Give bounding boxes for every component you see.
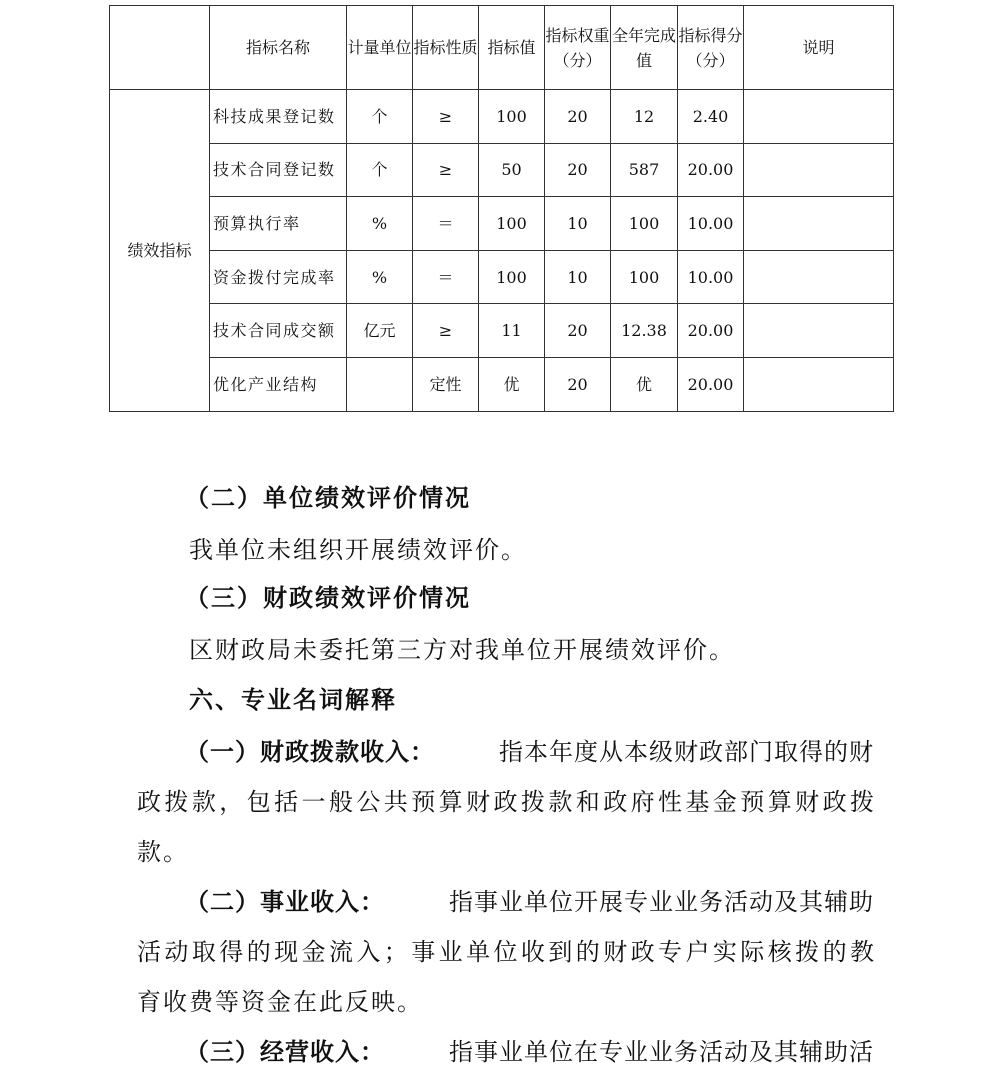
cell-remarks (744, 197, 894, 251)
table-header-row (110, 6, 894, 90)
term-3-text: 指事业单位在专业业务活动及其辅助活 (449, 1038, 874, 1066)
cell-actual-value: 优 (611, 357, 678, 411)
cell-unit: % (347, 250, 413, 304)
cell-remarks (744, 304, 894, 358)
cell-remarks (744, 143, 894, 197)
cell-remarks (744, 357, 894, 411)
cell-actual-value: 12.38 (611, 304, 678, 358)
cell-weight: 20 (545, 304, 611, 358)
cell-unit: % (347, 197, 413, 251)
cell-indicator-name: 预算执行率 (210, 197, 347, 251)
cell-indicator-name: 技术合同成交额 (210, 304, 347, 358)
header-actual-value: 全年完成值 (611, 6, 678, 90)
cell-unit: 亿元 (347, 304, 413, 358)
header-unit: 计量单位 (347, 6, 413, 90)
cell-score: 20.00 (678, 143, 744, 197)
term-2-line-1 (185, 882, 874, 917)
header-score: 指标得分（分） (678, 6, 744, 90)
header-weight: 指标权重（分） (545, 6, 611, 90)
cell-target-value: 100 (479, 197, 545, 251)
cell-target-value: 优 (479, 357, 545, 411)
table-row (110, 90, 894, 144)
cell-weight: 10 (545, 250, 611, 304)
cell-unit: 个 (347, 90, 413, 144)
performance-indicator-table (109, 5, 894, 412)
table-header-blank (110, 6, 210, 90)
cell-unit (347, 357, 413, 411)
term-2-line-3: 育收费等资金在此反映。 (137, 988, 423, 1016)
cell-nature: ＝ (413, 250, 479, 304)
header-nature: 指标性质 (413, 6, 479, 90)
term-1-line-2: 政拨款，包括一般公共预算财政拨款和政府性基金预算财政拨 (137, 788, 874, 816)
cell-indicator-name: 科技成果登记数 (210, 90, 347, 144)
term-3-title: （三）经营收入： (185, 1037, 385, 1066)
term-2-title: （二）事业收入： (185, 887, 385, 916)
cell-score: 20.00 (678, 357, 744, 411)
header-target-value: 指标值 (479, 6, 545, 90)
cell-actual-value: 100 (611, 250, 678, 304)
cell-remarks (744, 90, 894, 144)
term-1-line-3: 款。 (137, 838, 189, 866)
cell-target-value: 100 (479, 90, 545, 144)
cell-target-value: 11 (479, 304, 545, 358)
unit-evaluation-paragraph: 我单位未组织开展绩效评价。 (189, 536, 527, 564)
cell-actual-value: 587 (611, 143, 678, 197)
cell-nature: ≥ (413, 90, 479, 144)
cell-nature: ＝ (413, 197, 479, 251)
cell-nature: ≥ (413, 143, 479, 197)
cell-score: 10.00 (678, 197, 744, 251)
table-row (110, 357, 894, 411)
term-1-line-1 (185, 732, 874, 767)
table-row (110, 143, 894, 197)
table-row (110, 250, 894, 304)
cell-actual-value: 100 (611, 197, 678, 251)
unit-evaluation-heading: （二）单位绩效评价情况 (185, 483, 471, 512)
cell-weight: 20 (545, 90, 611, 144)
term-1-title: （一）财政拨款收入： (185, 737, 435, 766)
cell-score: 10.00 (678, 250, 744, 304)
table-row (110, 304, 894, 358)
header-remarks: 说明 (744, 6, 894, 90)
fiscal-evaluation-paragraph: 区财政局未委托第三方对我单位开展绩效评价。 (189, 636, 735, 664)
term-2-line-2: 活动取得的现金流入；事业单位收到的财政专户实际核拨的教 (137, 938, 874, 966)
cell-indicator-name: 资金拨付完成率 (210, 250, 347, 304)
cell-weight: 20 (545, 357, 611, 411)
cell-target-value: 50 (479, 143, 545, 197)
cell-score: 20.00 (678, 304, 744, 358)
term-2-text: 指事业单位开展专业业务活动及其辅助 (449, 888, 874, 916)
glossary-heading: 六、专业名词解释 (189, 685, 397, 714)
section-label-cell: 绩效指标 (110, 90, 210, 412)
cell-unit: 个 (347, 143, 413, 197)
cell-weight: 10 (545, 197, 611, 251)
table-row (110, 197, 894, 251)
cell-remarks (744, 250, 894, 304)
cell-indicator-name: 技术合同登记数 (210, 143, 347, 197)
header-indicator-name: 指标名称 (210, 6, 347, 90)
term-1-text: 指本年度从本级财政部门取得的财 (499, 738, 874, 766)
cell-score: 2.40 (678, 90, 744, 144)
fiscal-evaluation-heading: （三）财政绩效评价情况 (185, 583, 471, 612)
cell-actual-value: 12 (611, 90, 678, 144)
cell-nature: ≥ (413, 304, 479, 358)
cell-target-value: 100 (479, 250, 545, 304)
cell-indicator-name: 优化产业结构 (210, 357, 347, 411)
cell-weight: 20 (545, 143, 611, 197)
term-3-line-1 (185, 1032, 874, 1067)
cell-nature: 定性 (413, 357, 479, 411)
